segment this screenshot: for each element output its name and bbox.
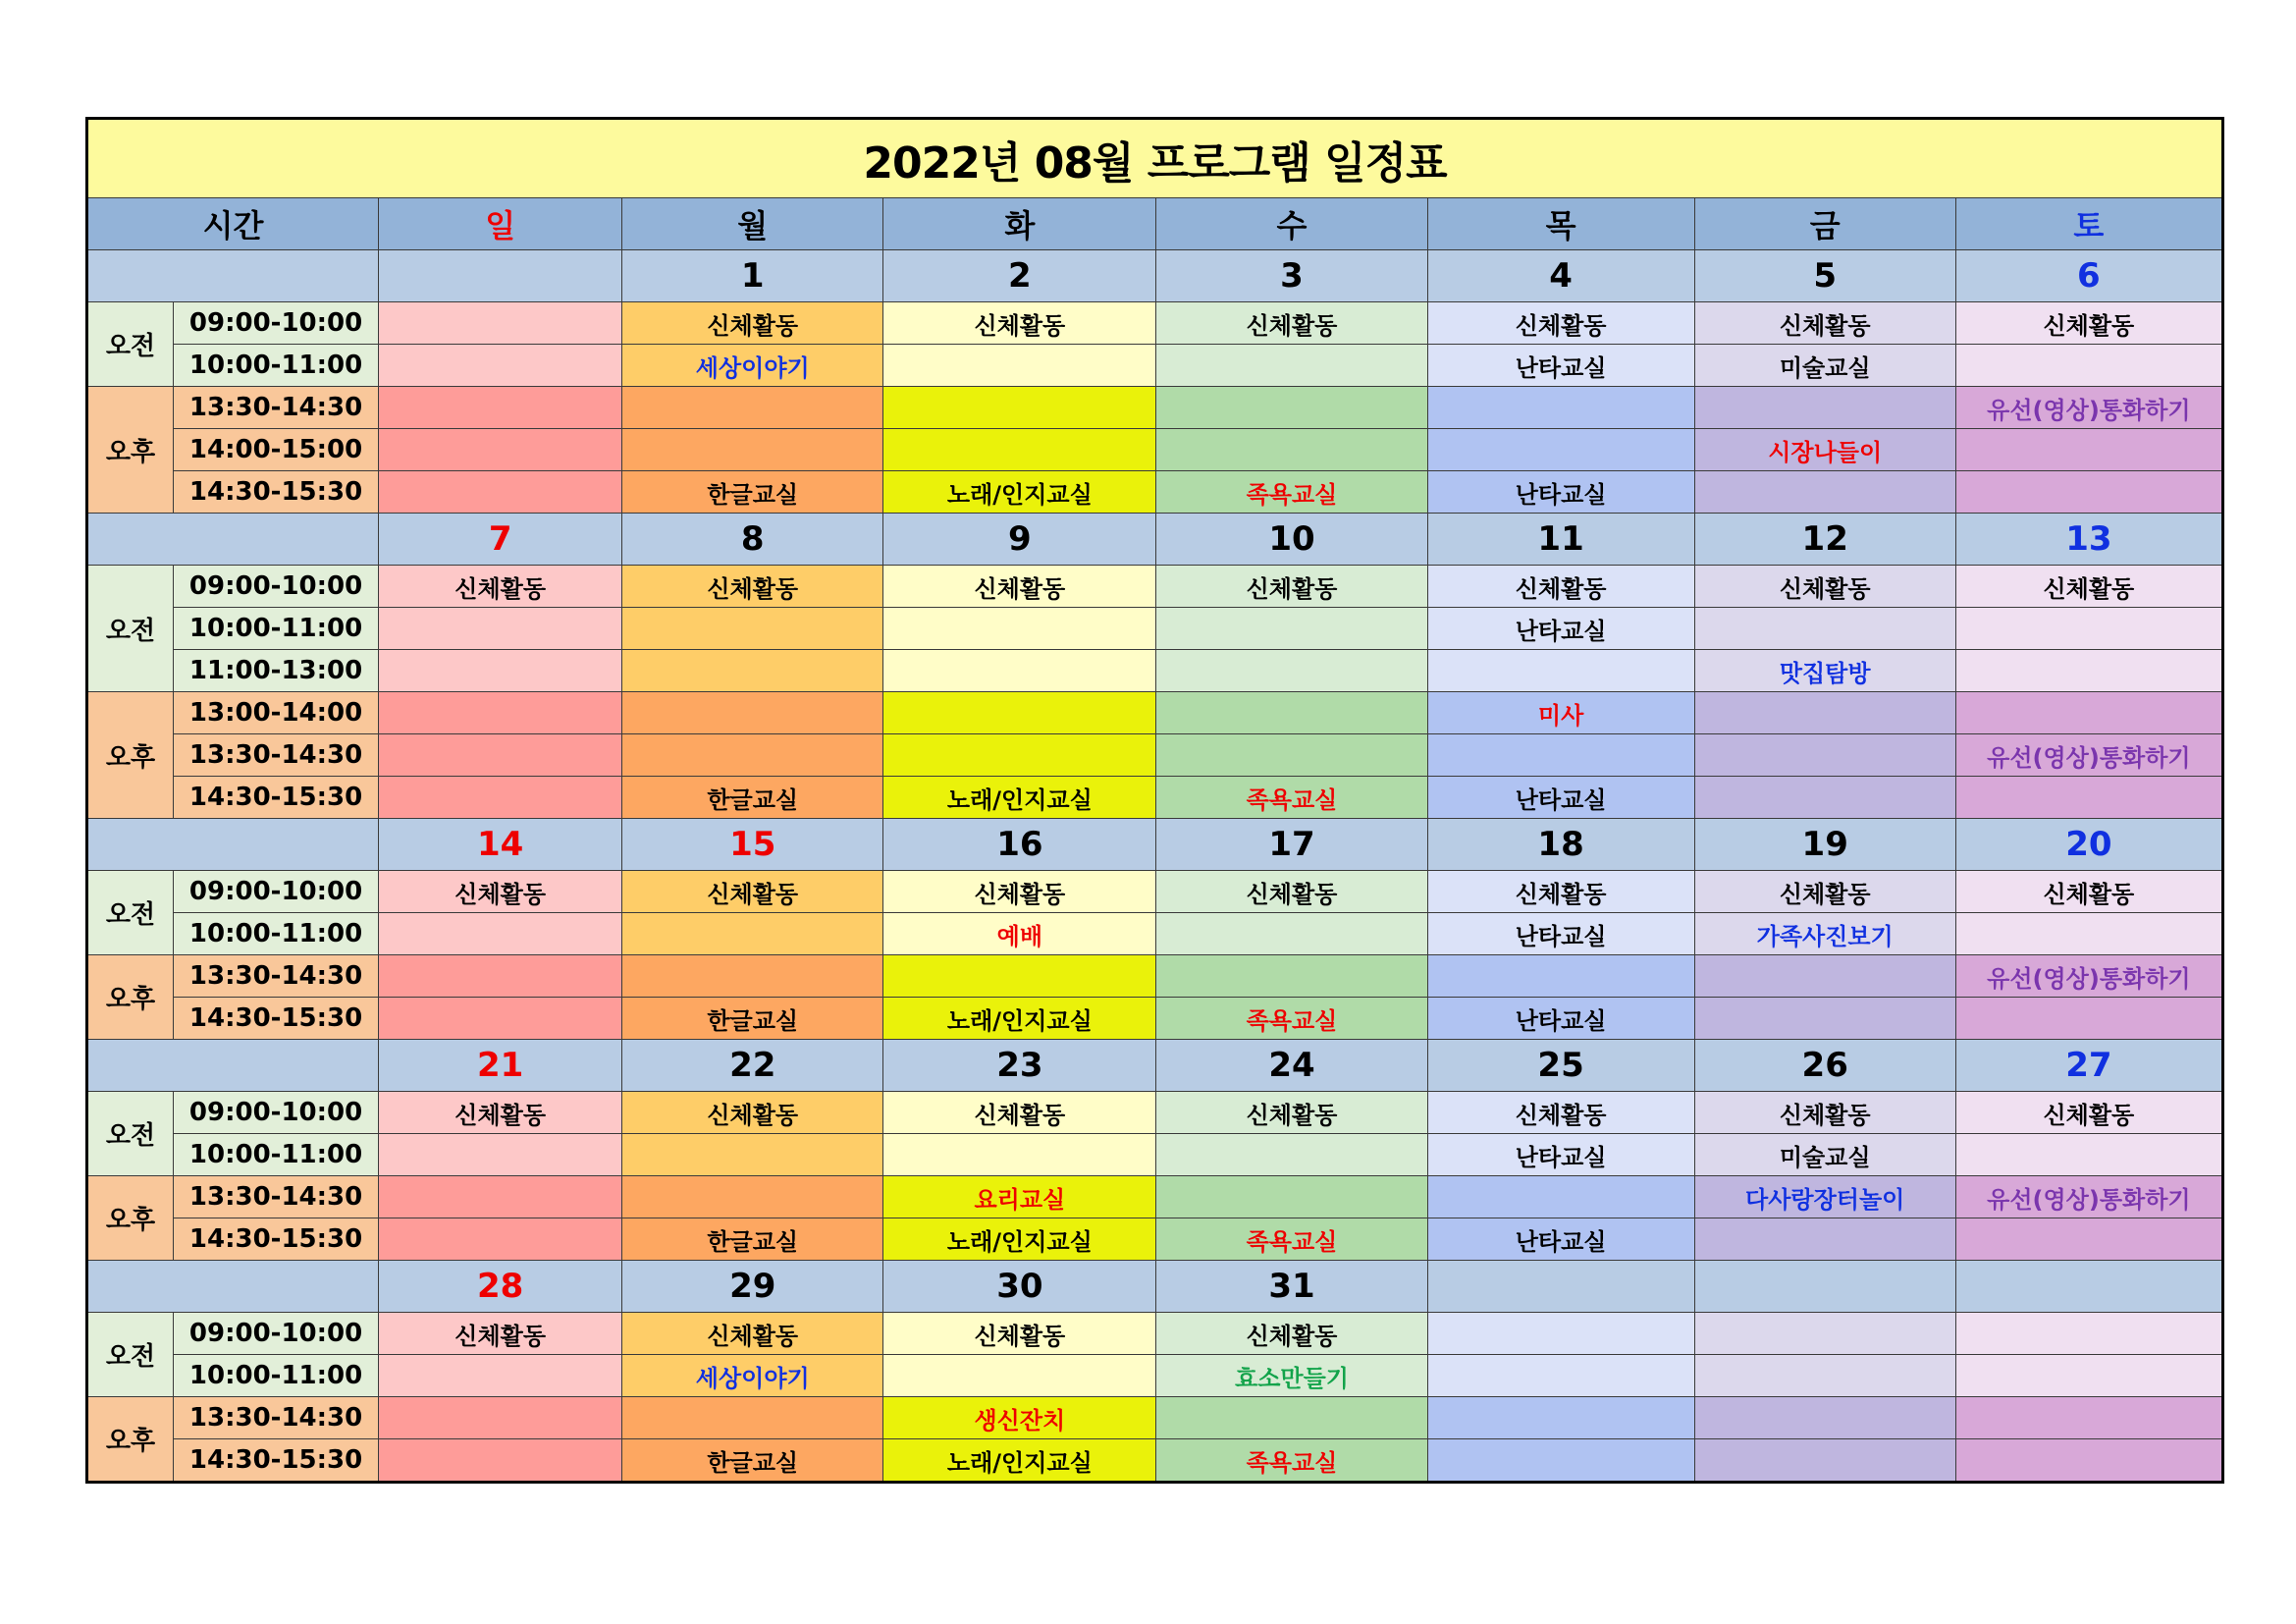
activity-cell-wed (1156, 345, 1427, 387)
activity-cell-thu: 신체활동 (1427, 871, 1694, 913)
activity-cell-thu: 난타교실 (1427, 471, 1694, 514)
schedule-row (87, 302, 2223, 345)
activity-cell-thu (1427, 1397, 1694, 1439)
day-header-fri: 금 (1694, 198, 1955, 250)
date-cell-mon: 15 (622, 819, 883, 871)
activity-cell-wed (1156, 608, 1427, 650)
date-row-spacer (87, 819, 379, 871)
date-cell-tue: 2 (883, 250, 1156, 302)
activity-cell-sun (379, 734, 622, 777)
activity-cell-sat: 유선(영상)통화하기 (1955, 734, 2222, 777)
activity-cell-mon (622, 429, 883, 471)
activity-cell-thu: 난타교실 (1427, 1134, 1694, 1176)
date-cell-tue: 16 (883, 819, 1156, 871)
activity-cell-thu: 미사 (1427, 692, 1694, 734)
activity-cell-thu (1427, 1439, 1694, 1483)
time-slot-label: 10:00-11:00 (174, 913, 379, 955)
activity-cell-fri: 신체활동 (1694, 302, 1955, 345)
schedule-row (87, 1397, 2223, 1439)
activity-cell-wed (1156, 387, 1427, 429)
activity-cell-mon: 한글교실 (622, 998, 883, 1040)
activity-cell-fri (1694, 471, 1955, 514)
activity-cell-thu: 난타교실 (1427, 998, 1694, 1040)
period-label-am: 오전 (87, 302, 174, 387)
date-cell-fri: 19 (1694, 819, 1955, 871)
activity-cell-sun (379, 345, 622, 387)
activity-cell-wed (1156, 734, 1427, 777)
activity-cell-sun (379, 608, 622, 650)
activity-cell-thu: 난타교실 (1427, 1218, 1694, 1261)
activity-cell-sat (1955, 998, 2222, 1040)
activity-cell-wed: 족욕교실 (1156, 998, 1427, 1040)
activity-cell-mon: 한글교실 (622, 471, 883, 514)
activity-cell-sun: 신체활동 (379, 871, 622, 913)
activity-cell-mon: 한글교실 (622, 1218, 883, 1261)
day-header-thu: 목 (1427, 198, 1694, 250)
schedule-row (87, 566, 2223, 608)
activity-cell-wed (1156, 1134, 1427, 1176)
activity-cell-sun (379, 1397, 622, 1439)
schedule-row (87, 650, 2223, 692)
activity-cell-sun (379, 1176, 622, 1218)
date-cell-mon: 22 (622, 1040, 883, 1092)
activity-cell-wed (1156, 429, 1427, 471)
time-slot-label: 13:30-14:30 (174, 955, 379, 998)
date-cell-sat: 27 (1955, 1040, 2222, 1092)
schedule-row (87, 1313, 2223, 1355)
activity-cell-fri (1694, 1439, 1955, 1483)
time-slot-label: 10:00-11:00 (174, 1134, 379, 1176)
activity-cell-sat: 신체활동 (1955, 566, 2222, 608)
activity-cell-tue (883, 1355, 1156, 1397)
activity-cell-mon (622, 913, 883, 955)
activity-cell-sun: 신체활동 (379, 566, 622, 608)
date-cell-tue: 30 (883, 1261, 1156, 1313)
period-label-pm: 오후 (87, 387, 174, 514)
activity-cell-thu: 난타교실 (1427, 345, 1694, 387)
activity-cell-mon (622, 650, 883, 692)
activity-cell-wed: 족욕교실 (1156, 777, 1427, 819)
activity-cell-sun: 신체활동 (379, 1313, 622, 1355)
time-slot-label: 10:00-11:00 (174, 608, 379, 650)
activity-cell-thu: 난타교실 (1427, 913, 1694, 955)
time-column-header: 시간 (87, 198, 379, 250)
date-cell-thu: 11 (1427, 514, 1694, 566)
activity-cell-mon: 신체활동 (622, 871, 883, 913)
activity-cell-mon (622, 692, 883, 734)
activity-cell-sat: 신체활동 (1955, 302, 2222, 345)
date-row (87, 514, 2223, 566)
activity-cell-sun (379, 777, 622, 819)
date-cell-sun (379, 250, 622, 302)
activity-cell-thu (1427, 734, 1694, 777)
date-row (87, 1040, 2223, 1092)
schedule-row (87, 1439, 2223, 1483)
period-label-pm: 오후 (87, 955, 174, 1040)
activity-cell-tue: 노래/인지교실 (883, 471, 1156, 514)
activity-cell-mon: 신체활동 (622, 1092, 883, 1134)
activity-cell-tue (883, 955, 1156, 998)
activity-cell-thu: 신체활동 (1427, 566, 1694, 608)
activity-cell-tue: 신체활동 (883, 302, 1156, 345)
activity-cell-sun (379, 1218, 622, 1261)
activity-cell-sun (379, 955, 622, 998)
date-cell-wed: 24 (1156, 1040, 1427, 1092)
activity-cell-tue (883, 650, 1156, 692)
date-cell-sat: 6 (1955, 250, 2222, 302)
activity-cell-thu (1427, 429, 1694, 471)
activity-cell-sat (1955, 1439, 2222, 1483)
activity-cell-tue: 신체활동 (883, 871, 1156, 913)
activity-cell-sun (379, 692, 622, 734)
schedule-row (87, 429, 2223, 471)
date-row (87, 250, 2223, 302)
day-header-sat: 토 (1955, 198, 2222, 250)
activity-cell-tue: 노래/인지교실 (883, 777, 1156, 819)
activity-cell-thu: 신체활동 (1427, 302, 1694, 345)
activity-cell-mon: 세상이야기 (622, 345, 883, 387)
time-slot-label: 11:00-13:00 (174, 650, 379, 692)
date-row (87, 1261, 2223, 1313)
activity-cell-fri (1694, 692, 1955, 734)
activity-cell-sat (1955, 777, 2222, 819)
date-cell-thu (1427, 1261, 1694, 1313)
activity-cell-sun: 신체활동 (379, 1092, 622, 1134)
activity-cell-mon (622, 608, 883, 650)
activity-cell-thu (1427, 387, 1694, 429)
schedule-row (87, 913, 2223, 955)
date-cell-sun: 14 (379, 819, 622, 871)
activity-cell-tue: 노래/인지교실 (883, 1439, 1156, 1483)
date-cell-tue: 9 (883, 514, 1156, 566)
date-cell-tue: 23 (883, 1040, 1156, 1092)
activity-cell-thu (1427, 1355, 1694, 1397)
time-slot-label: 13:30-14:30 (174, 387, 379, 429)
activity-cell-tue: 신체활동 (883, 1092, 1156, 1134)
date-cell-thu: 25 (1427, 1040, 1694, 1092)
activity-cell-mon (622, 1176, 883, 1218)
activity-cell-sat (1955, 1218, 2222, 1261)
activity-cell-mon (622, 734, 883, 777)
date-cell-mon: 8 (622, 514, 883, 566)
activity-cell-sat (1955, 1313, 2222, 1355)
activity-cell-fri (1694, 955, 1955, 998)
activity-cell-thu: 난타교실 (1427, 608, 1694, 650)
activity-cell-sat (1955, 608, 2222, 650)
activity-cell-sat: 신체활동 (1955, 871, 2222, 913)
schedule-row (87, 608, 2223, 650)
activity-cell-sat (1955, 429, 2222, 471)
activity-cell-sun (379, 1134, 622, 1176)
date-cell-fri: 12 (1694, 514, 1955, 566)
activity-cell-tue (883, 387, 1156, 429)
period-label-pm: 오후 (87, 1176, 174, 1261)
activity-cell-tue: 요리교실 (883, 1176, 1156, 1218)
activity-cell-sun (379, 1355, 622, 1397)
date-cell-wed: 17 (1156, 819, 1427, 871)
activity-cell-sat: 유선(영상)통화하기 (1955, 387, 2222, 429)
activity-cell-tue: 노래/인지교실 (883, 1218, 1156, 1261)
date-cell-sat: 20 (1955, 819, 2222, 871)
activity-cell-mon: 세상이야기 (622, 1355, 883, 1397)
activity-cell-wed (1156, 1176, 1427, 1218)
activity-cell-sat (1955, 692, 2222, 734)
time-slot-label: 09:00-10:00 (174, 1092, 379, 1134)
activity-cell-wed: 신체활동 (1156, 1313, 1427, 1355)
period-label-am: 오전 (87, 1092, 174, 1176)
time-slot-label: 10:00-11:00 (174, 345, 379, 387)
activity-cell-sat: 유선(영상)통화하기 (1955, 1176, 2222, 1218)
activity-cell-mon (622, 387, 883, 429)
activity-cell-sat (1955, 1355, 2222, 1397)
time-slot-label: 09:00-10:00 (174, 1313, 379, 1355)
activity-cell-wed: 신체활동 (1156, 871, 1427, 913)
date-cell-sat (1955, 1261, 2222, 1313)
time-slot-label: 09:00-10:00 (174, 566, 379, 608)
date-cell-sun: 21 (379, 1040, 622, 1092)
activity-cell-fri: 미술교실 (1694, 1134, 1955, 1176)
schedule-row (87, 1134, 2223, 1176)
date-row-spacer (87, 1261, 379, 1313)
activity-cell-mon: 신체활동 (622, 566, 883, 608)
activity-cell-thu: 신체활동 (1427, 1092, 1694, 1134)
date-cell-sun: 28 (379, 1261, 622, 1313)
time-slot-label: 14:30-15:30 (174, 777, 379, 819)
day-header-row (87, 198, 2223, 250)
activity-cell-fri (1694, 608, 1955, 650)
day-header-sun: 일 (379, 198, 622, 250)
time-slot-label: 14:00-15:00 (174, 429, 379, 471)
activity-cell-wed (1156, 692, 1427, 734)
activity-cell-mon: 신체활동 (622, 302, 883, 345)
activity-cell-fri (1694, 1313, 1955, 1355)
time-slot-label: 09:00-10:00 (174, 871, 379, 913)
time-slot-label: 14:30-15:30 (174, 1218, 379, 1261)
activity-cell-sun (379, 429, 622, 471)
activity-cell-mon (622, 955, 883, 998)
time-slot-label: 13:00-14:00 (174, 692, 379, 734)
activity-cell-tue (883, 429, 1156, 471)
period-label-pm: 오후 (87, 692, 174, 819)
schedule-row (87, 871, 2223, 913)
schedule-row (87, 1218, 2223, 1261)
page-title: 2022년 08월 프로그램 일정표 (87, 119, 2223, 198)
date-cell-thu: 4 (1427, 250, 1694, 302)
schedule-row (87, 1092, 2223, 1134)
activity-cell-wed: 신체활동 (1156, 566, 1427, 608)
activity-cell-wed: 신체활동 (1156, 1092, 1427, 1134)
activity-cell-sun (379, 387, 622, 429)
day-header-wed: 수 (1156, 198, 1427, 250)
period-label-am: 오전 (87, 1313, 174, 1397)
activity-cell-sat: 유선(영상)통화하기 (1955, 955, 2222, 998)
activity-cell-wed (1156, 650, 1427, 692)
time-slot-label: 13:30-14:30 (174, 1176, 379, 1218)
activity-cell-sun (379, 650, 622, 692)
activity-cell-sun (379, 998, 622, 1040)
activity-cell-mon: 신체활동 (622, 1313, 883, 1355)
activity-cell-sat (1955, 650, 2222, 692)
period-label-pm: 오후 (87, 1397, 174, 1483)
activity-cell-tue (883, 345, 1156, 387)
activity-cell-fri: 가족사진보기 (1694, 913, 1955, 955)
activity-cell-fri: 신체활동 (1694, 1092, 1955, 1134)
schedule-row (87, 777, 2223, 819)
activity-cell-fri (1694, 734, 1955, 777)
activity-cell-wed: 신체활동 (1156, 302, 1427, 345)
activity-cell-fri (1694, 1397, 1955, 1439)
activity-cell-fri: 미술교실 (1694, 345, 1955, 387)
day-header-tue: 화 (883, 198, 1156, 250)
activity-cell-thu (1427, 650, 1694, 692)
activity-cell-sun (379, 913, 622, 955)
activity-cell-wed (1156, 1397, 1427, 1439)
time-slot-label: 14:30-15:30 (174, 1439, 379, 1483)
activity-cell-tue: 노래/인지교실 (883, 998, 1156, 1040)
activity-cell-mon: 한글교실 (622, 1439, 883, 1483)
activity-cell-mon (622, 1134, 883, 1176)
activity-cell-sat (1955, 913, 2222, 955)
period-label-am: 오전 (87, 566, 174, 692)
time-slot-label: 09:00-10:00 (174, 302, 379, 345)
day-header-mon: 월 (622, 198, 883, 250)
activity-cell-tue (883, 692, 1156, 734)
activity-cell-fri: 다사랑장터놀이 (1694, 1176, 1955, 1218)
date-row-spacer (87, 250, 379, 302)
activity-cell-fri (1694, 387, 1955, 429)
activity-cell-tue (883, 734, 1156, 777)
activity-cell-sat: 신체활동 (1955, 1092, 2222, 1134)
schedule-row (87, 998, 2223, 1040)
activity-cell-thu (1427, 955, 1694, 998)
schedule-row (87, 734, 2223, 777)
activity-cell-thu (1427, 1313, 1694, 1355)
activity-cell-fri: 신체활동 (1694, 871, 1955, 913)
time-slot-label: 13:30-14:30 (174, 1397, 379, 1439)
activity-cell-tue: 예배 (883, 913, 1156, 955)
date-row-spacer (87, 1040, 379, 1092)
date-cell-wed: 31 (1156, 1261, 1427, 1313)
schedule-row (87, 1176, 2223, 1218)
activity-cell-fri (1694, 1355, 1955, 1397)
activity-cell-thu: 난타교실 (1427, 777, 1694, 819)
time-slot-label: 14:30-15:30 (174, 471, 379, 514)
activity-cell-fri: 맛집탐방 (1694, 650, 1955, 692)
activity-cell-wed (1156, 913, 1427, 955)
activity-cell-tue (883, 1134, 1156, 1176)
schedule-row (87, 692, 2223, 734)
date-cell-mon: 1 (622, 250, 883, 302)
time-slot-label: 10:00-11:00 (174, 1355, 379, 1397)
date-row (87, 819, 2223, 871)
schedule-row (87, 471, 2223, 514)
activity-cell-wed: 효소만들기 (1156, 1355, 1427, 1397)
activity-cell-fri (1694, 777, 1955, 819)
schedule-row (87, 345, 2223, 387)
schedule-table (85, 117, 2224, 1484)
activity-cell-thu (1427, 1176, 1694, 1218)
time-slot-label: 14:30-15:30 (174, 998, 379, 1040)
date-cell-wed: 10 (1156, 514, 1427, 566)
date-cell-fri: 26 (1694, 1040, 1955, 1092)
activity-cell-mon (622, 1397, 883, 1439)
date-cell-wed: 3 (1156, 250, 1427, 302)
activity-cell-sun (379, 302, 622, 345)
activity-cell-fri (1694, 1218, 1955, 1261)
activity-cell-wed: 족욕교실 (1156, 471, 1427, 514)
time-slot-label: 13:30-14:30 (174, 734, 379, 777)
activity-cell-tue: 신체활동 (883, 1313, 1156, 1355)
date-cell-fri (1694, 1261, 1955, 1313)
activity-cell-wed (1156, 955, 1427, 998)
schedule-row (87, 1355, 2223, 1397)
schedule-row (87, 955, 2223, 998)
activity-cell-sat (1955, 1397, 2222, 1439)
activity-cell-fri: 신체활동 (1694, 566, 1955, 608)
activity-cell-fri (1694, 998, 1955, 1040)
activity-cell-wed: 족욕교실 (1156, 1218, 1427, 1261)
activity-cell-tue (883, 608, 1156, 650)
schedule-body (87, 119, 2223, 1483)
schedule-row (87, 387, 2223, 429)
activity-cell-sun (379, 471, 622, 514)
activity-cell-sat (1955, 471, 2222, 514)
activity-cell-tue: 생신잔치 (883, 1397, 1156, 1439)
date-cell-sun: 7 (379, 514, 622, 566)
activity-cell-sat (1955, 1134, 2222, 1176)
activity-cell-wed: 족욕교실 (1156, 1439, 1427, 1483)
period-label-am: 오전 (87, 871, 174, 955)
activity-cell-sun (379, 1439, 622, 1483)
activity-cell-tue: 신체활동 (883, 566, 1156, 608)
date-cell-mon: 29 (622, 1261, 883, 1313)
date-cell-thu: 18 (1427, 819, 1694, 871)
activity-cell-sat (1955, 345, 2222, 387)
date-cell-fri: 5 (1694, 250, 1955, 302)
activity-cell-mon: 한글교실 (622, 777, 883, 819)
activity-cell-fri: 시장나들이 (1694, 429, 1955, 471)
date-cell-sat: 13 (1955, 514, 2222, 566)
date-row-spacer (87, 514, 379, 566)
